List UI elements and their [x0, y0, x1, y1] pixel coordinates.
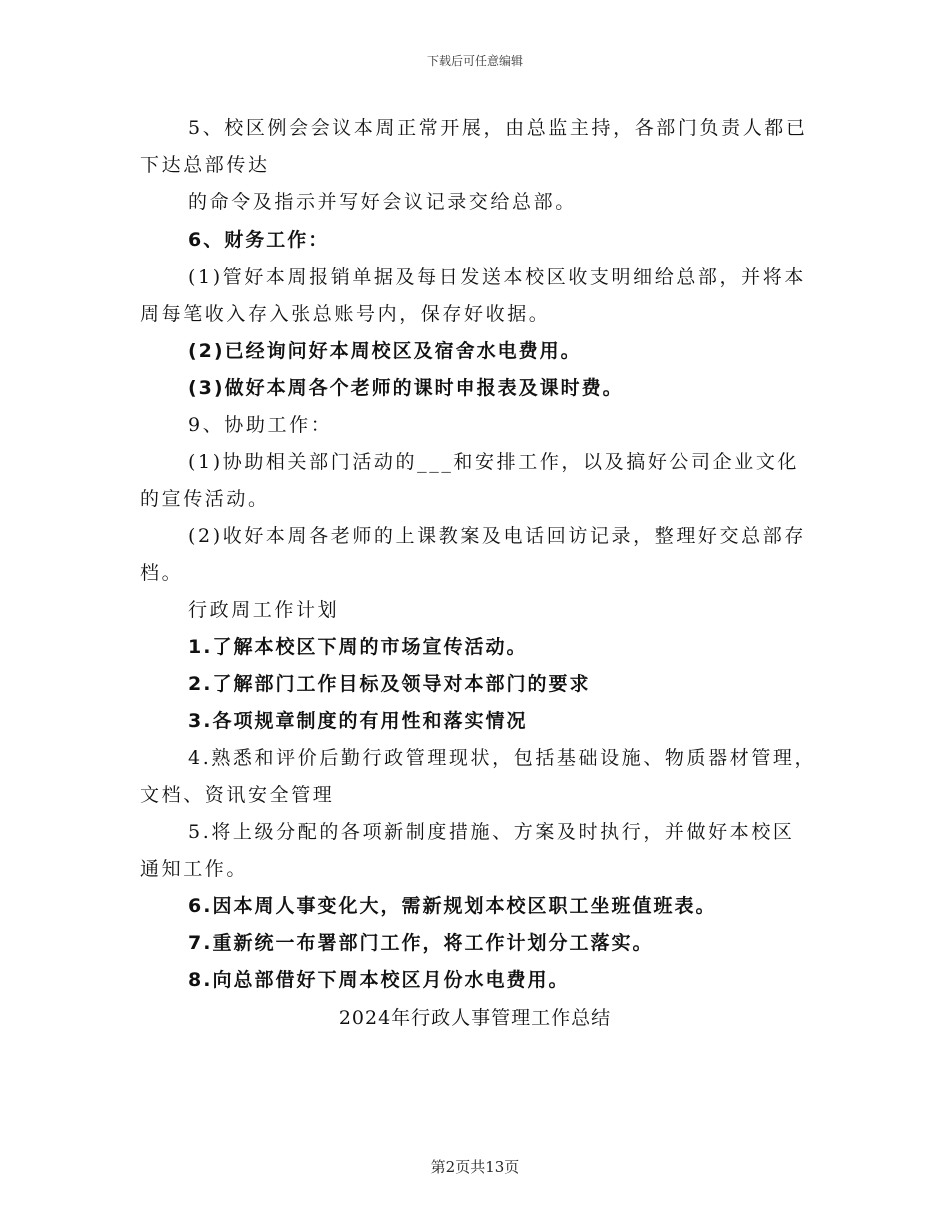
page-header-note: 下载后可任意编辑 [426, 54, 523, 68]
paragraph-line: (3)做好本周各个老师的课时申报表及课时费。 [188, 377, 624, 399]
paragraph-line: 的宣传活动。 [140, 488, 270, 510]
paragraph-line: (2)收好本周各老师的上课教案及电话回访记录，整理好交总部存 [188, 525, 806, 547]
document-title: 2024年行政人事管理工作总结 [338, 1007, 612, 1029]
list-item: 7.重新统一布署部门工作，将工作计划分工落实。 [188, 932, 654, 954]
section-heading: 6、财务工作： [188, 229, 330, 251]
list-item: 2.了解部门工作目标及领导对本部门的要求 [188, 673, 591, 695]
paragraph-line: 下达总部传达 [140, 154, 270, 176]
paragraph-line: (1)管好本周报销单据及每日发送本校区收支明细给总部，并将本 [188, 266, 806, 288]
list-item: 1.了解本校区下周的市场宣传活动。 [188, 636, 528, 658]
list-item: 5.将上级分配的各项新制度措施、方案及时执行，并做好本校区 [188, 821, 795, 843]
section-heading: 9、协助工作： [188, 414, 333, 436]
paragraph-line: 的命令及指示并写好会议记录交给总部。 [188, 191, 577, 213]
list-item-continuation: 文档、资讯安全管理 [140, 784, 335, 806]
paragraph-line: (2)已经询问好本周校区及宿舍水电费用。 [188, 340, 582, 362]
paragraph-line: 5、校区例会会议本周正常开展，由总监主持，各部门负责人都已 [188, 117, 808, 139]
paragraph-line: 周每笔收入存入张总账号内，保存好收据。 [140, 303, 551, 325]
list-item: 6.因本周人事变化大，需新规划本校区职工坐班值班表。 [188, 895, 717, 917]
paragraph-line: (1)协助相关部门活动的___和安排工作，以及搞好公司企业文化 [188, 451, 800, 473]
list-item: 3.各项规章制度的有用性和落实情况 [188, 710, 528, 732]
list-item: 4.熟悉和评价后勤行政管理现状，包括基础设施、物质器材管理， [188, 747, 817, 769]
list-item: 8.向总部借好下周本校区月份水电费用。 [188, 969, 570, 991]
list-item-continuation: 通知工作。 [140, 858, 249, 880]
paragraph-line: 档。 [140, 562, 184, 584]
page-number: 第2页共13页 [430, 1158, 520, 1176]
section-heading: 行政周工作计划 [188, 599, 340, 621]
